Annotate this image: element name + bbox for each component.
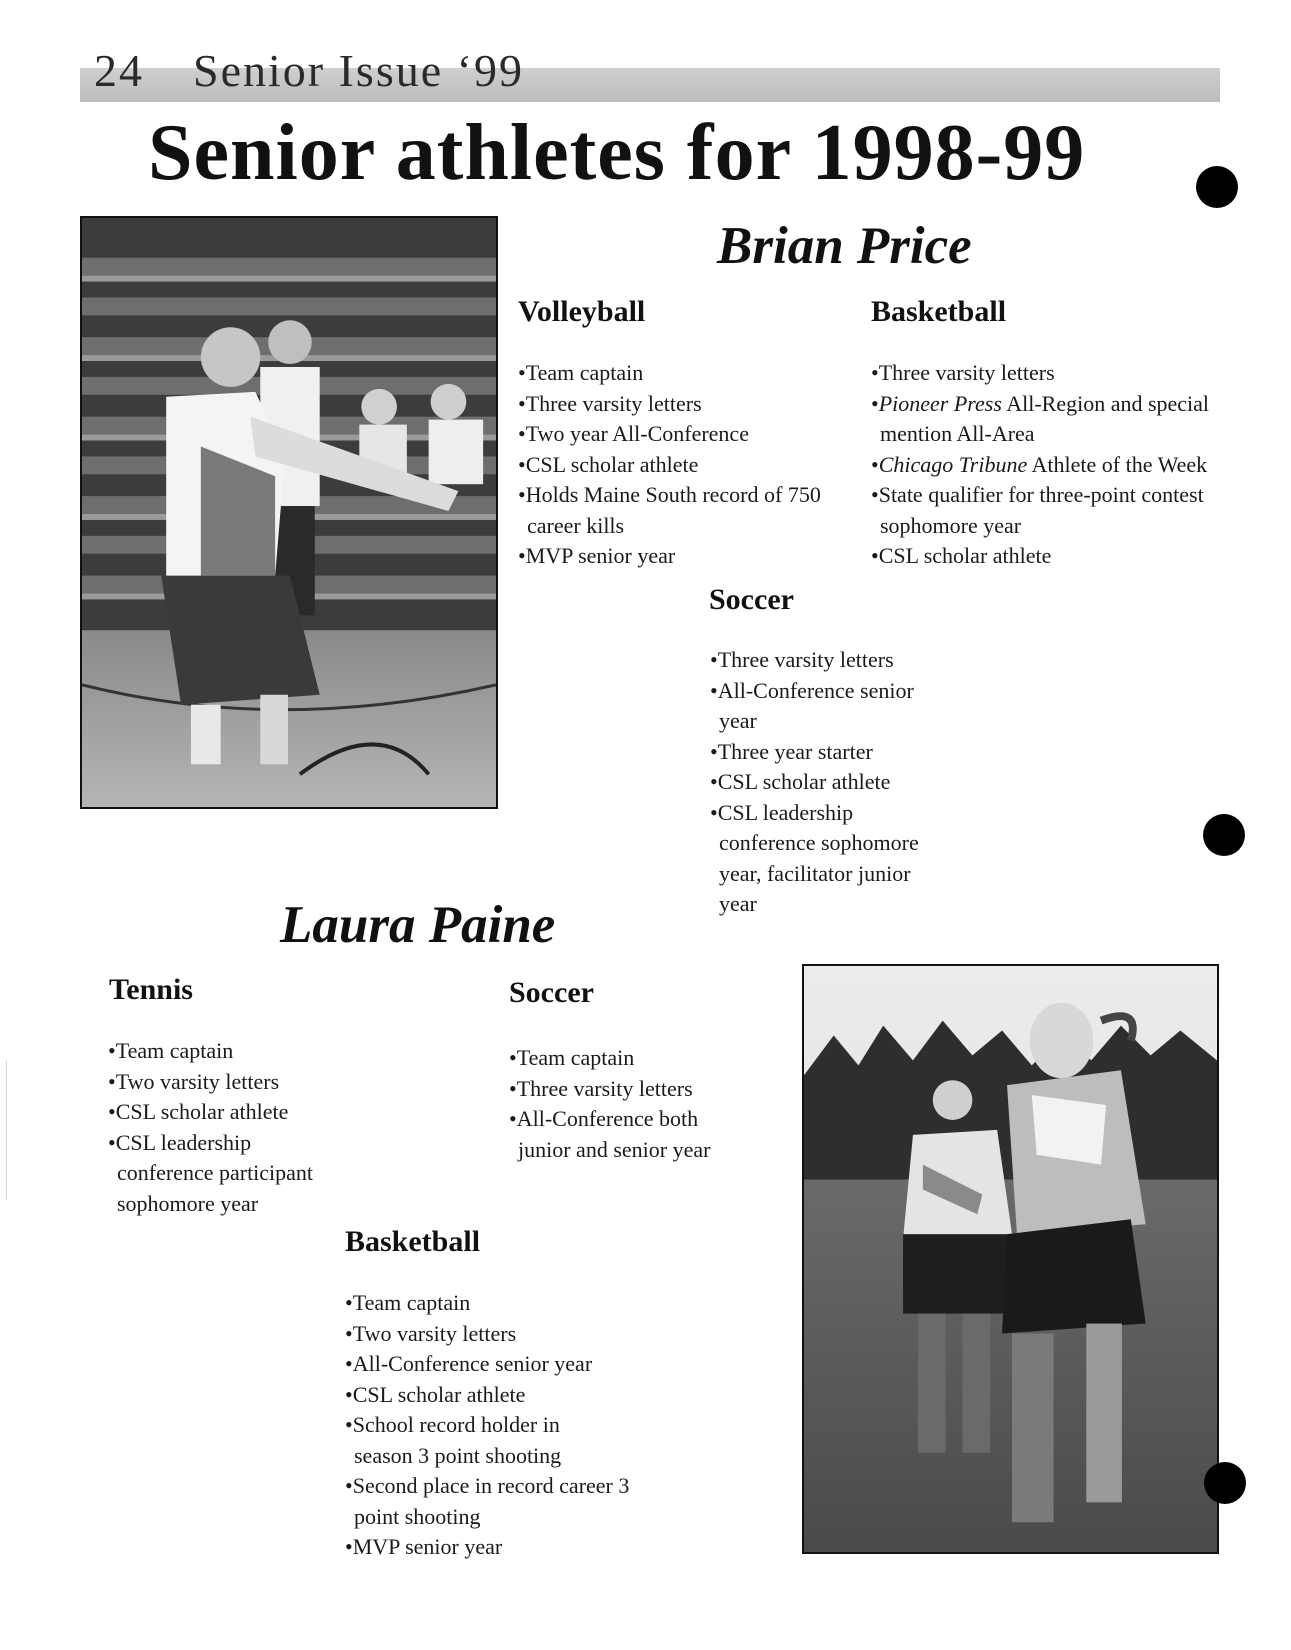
- punch-hole: [1204, 1462, 1246, 1504]
- publication-name: Chicago Tribune: [878, 451, 1028, 477]
- list-item: • Second place in record career 3 point shooting: [345, 1471, 664, 1532]
- basketball-achievements-laura: [345, 1288, 665, 1563]
- list-item: • MVP senior year: [518, 541, 848, 572]
- list-item: • State qualifier for three-point contest sophomore year: [871, 480, 1216, 541]
- list-item: [871, 450, 1216, 481]
- list-item: • MVP senior year: [345, 1532, 665, 1563]
- list-item: • Three year starter: [710, 737, 950, 768]
- list-item: • Team captain: [518, 358, 848, 389]
- punch-hole: [1196, 166, 1238, 208]
- list-item: • CSL scholar athlete: [710, 767, 950, 798]
- list-item: • All-Conference senior year: [710, 676, 950, 737]
- soccer-photo: [802, 964, 1219, 1554]
- list-item: [871, 389, 1216, 450]
- list-item: • School record holder in season 3 point shooting: [345, 1410, 604, 1471]
- soccer-achievements-laura: [509, 1043, 754, 1165]
- list-item: • Team captain: [345, 1288, 665, 1319]
- page-number: 24: [94, 45, 144, 96]
- list-item: • Two varsity letters: [345, 1319, 665, 1350]
- athlete-name-laura: Laura Paine: [280, 896, 556, 954]
- list-item: • CSL leadership conference sophomore year, facilitator junior year: [710, 798, 950, 920]
- section-heading-basketball: Basketball: [871, 295, 1007, 328]
- tennis-achievements: [108, 1036, 353, 1219]
- list-item: • CSL scholar athlete: [518, 450, 848, 481]
- page-header: [94, 44, 524, 97]
- section-heading-soccer: Soccer: [709, 583, 794, 616]
- list-item: • Two year All-Conference: [518, 419, 848, 450]
- basketball-achievements: [871, 358, 1216, 572]
- list-item: • Holds Maine South record of 750 career kills: [518, 480, 837, 541]
- volleyball-photo: [80, 216, 498, 809]
- list-item: • Three varsity letters: [518, 389, 848, 420]
- list-item: • Team captain: [108, 1036, 353, 1067]
- soccer-achievements: [710, 645, 950, 920]
- section-heading-tennis: Tennis: [109, 973, 193, 1006]
- list-item: • Three varsity letters: [871, 358, 1216, 389]
- list-item: • CSL leadership conference participant sophomore year: [108, 1128, 353, 1220]
- list-item: • All-Conference both junior and senior year: [509, 1104, 754, 1165]
- item-text: Athlete of the Week: [1027, 451, 1208, 477]
- item-text: All-Region and special mention All-Area: [880, 390, 1210, 446]
- issue-title: Senior Issue ‘99: [193, 45, 524, 96]
- list-item: • Three varsity letters: [509, 1074, 754, 1105]
- section-heading-soccer-laura: Soccer: [509, 976, 594, 1009]
- scan-edge: [6, 1060, 7, 1200]
- section-heading-basketball-laura: Basketball: [345, 1225, 481, 1258]
- list-item: • Two varsity letters: [108, 1067, 353, 1098]
- list-item: • CSL scholar athlete: [871, 541, 1216, 572]
- athlete-name-brian: Brian Price: [717, 217, 972, 275]
- list-item: • CSL scholar athlete: [345, 1380, 665, 1411]
- section-heading-volleyball: Volleyball: [518, 295, 646, 328]
- volleyball-achievements: [518, 358, 848, 572]
- page-title: Senior athletes for 1998-99: [148, 109, 1086, 197]
- list-item: • CSL scholar athlete: [108, 1097, 353, 1128]
- list-item: • All-Conference senior year: [345, 1349, 665, 1380]
- punch-hole: [1203, 814, 1245, 856]
- list-item: • Three varsity letters: [710, 645, 950, 676]
- list-item: • Team captain: [509, 1043, 754, 1074]
- publication-name: Pioneer Press: [878, 390, 1002, 416]
